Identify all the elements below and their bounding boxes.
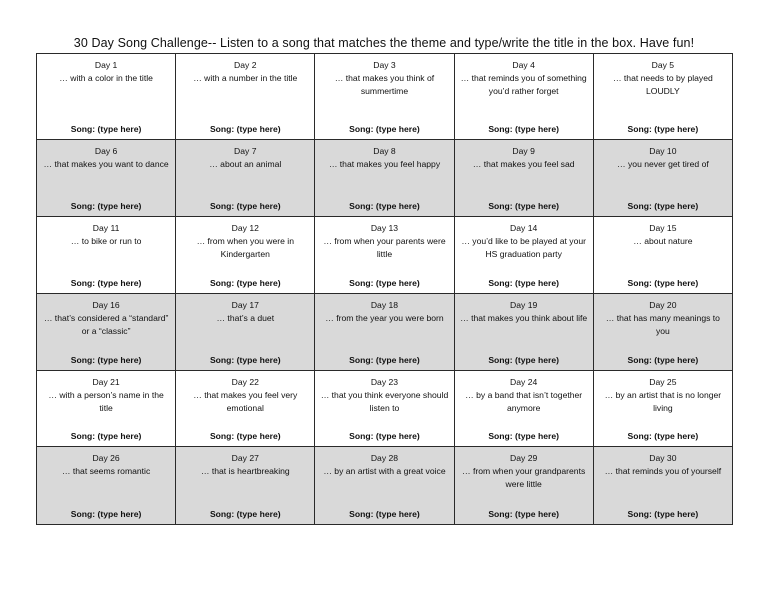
day-cell — [454, 139, 593, 216]
song-entry[interactable] — [315, 200, 453, 213]
song-entry[interactable] — [37, 200, 175, 213]
day-cell — [37, 447, 176, 525]
day-cell — [176, 54, 315, 140]
song-label: Song: — [627, 509, 652, 519]
song-entry[interactable] — [315, 508, 453, 521]
day-label: Day 8 — [373, 145, 396, 156]
song-entry[interactable] — [315, 277, 453, 290]
day-prompt: … from when you were in Kindergarten — [196, 236, 294, 260]
day-label: Day 24 — [510, 376, 538, 387]
song-input[interactable]: (type here) — [515, 123, 559, 134]
day-label: Day 30 — [649, 453, 677, 464]
day-cell — [176, 217, 315, 293]
day-prompt: … with a person’s name in the title — [48, 389, 164, 413]
song-entry[interactable] — [455, 354, 593, 367]
song-label: Song: — [627, 354, 652, 365]
song-entry[interactable] — [176, 277, 314, 290]
day-cell — [315, 217, 454, 293]
song-input[interactable]: (type here) — [97, 201, 142, 212]
song-label: Song: — [70, 201, 96, 212]
song-label: Song: — [488, 201, 513, 212]
day-label: Day 13 — [370, 223, 399, 234]
day-cell — [315, 293, 454, 370]
challenge-row — [37, 139, 733, 216]
song-input[interactable]: (type here) — [654, 431, 699, 442]
day-label: Day 5 — [651, 60, 675, 70]
song-entry[interactable] — [176, 430, 314, 443]
day-cell — [454, 217, 593, 293]
day-prompt: … with a color in the title — [59, 73, 153, 83]
song-input[interactable]: (type here) — [654, 277, 699, 288]
day-cell — [593, 447, 732, 525]
day-cell — [454, 370, 593, 446]
day-cell — [176, 370, 315, 446]
challenge-row — [37, 447, 733, 525]
day-prompt: … you never get tired of — [617, 158, 709, 169]
day-prompt: … that seems romantic — [61, 466, 151, 477]
day-prompt: … that makes you feel happy — [328, 158, 441, 169]
grid-body — [37, 54, 733, 525]
song-label: Song: — [70, 509, 96, 519]
page-title: 30 Day Song Challenge-- Listen to a song that matches the theme and type/write the title in the box. Have fun! — [73, 36, 695, 50]
day-prompt: … that makes you think about life — [460, 312, 588, 323]
song-input[interactable]: (type here) — [236, 509, 281, 519]
challenge-row — [37, 54, 733, 140]
day-label: Day 16 — [92, 299, 120, 310]
day-label: Day 18 — [370, 299, 399, 310]
day-prompt: … about nature — [633, 236, 693, 247]
song-input[interactable]: (type here) — [97, 277, 142, 288]
day-label: Day 23 — [370, 376, 399, 387]
day-prompt: … from the year you were born — [325, 312, 444, 323]
song-input[interactable]: (type here) — [515, 431, 559, 442]
song-label: Song: — [627, 277, 652, 288]
challenge-row — [37, 293, 733, 370]
day-cell — [593, 217, 732, 293]
song-label: Song: — [349, 201, 374, 212]
song-input[interactable]: (type here) — [97, 354, 142, 365]
song-label: Song: — [627, 201, 652, 212]
day-prompt: … by an artist with a great voice — [323, 466, 446, 477]
song-input[interactable]: (type here) — [654, 201, 699, 212]
song-label: Song: — [488, 123, 513, 134]
song-input[interactable]: (type here) — [236, 431, 281, 442]
song-label: Song: — [70, 431, 96, 442]
song-entry[interactable] — [455, 277, 593, 290]
song-input[interactable]: (type here) — [97, 431, 142, 442]
song-label: Song: — [349, 354, 374, 365]
day-prompt: … by an artist that is no longer living — [604, 389, 722, 413]
day-label: Day 10 — [649, 145, 677, 156]
day-cell — [593, 139, 732, 216]
song-input[interactable]: (type here) — [375, 354, 420, 365]
day-prompt: … that’s considered a “standard” or a “classic” — [43, 312, 169, 336]
song-entry[interactable] — [594, 430, 732, 443]
day-label: Day 3 — [373, 60, 396, 70]
day-label: Day 27 — [231, 453, 259, 464]
song-label: Song: — [70, 277, 96, 288]
song-label: Song: — [349, 123, 374, 134]
song-entry[interactable] — [176, 508, 314, 521]
day-label: Day 12 — [231, 223, 259, 234]
song-label: Song: — [209, 354, 235, 365]
song-entry[interactable] — [455, 508, 593, 521]
day-prompt: … to bike or run to — [70, 236, 142, 247]
song-label: Song: — [488, 509, 513, 519]
day-cell — [37, 139, 176, 216]
song-label: Song: — [209, 509, 235, 519]
song-label: Song: — [349, 509, 374, 519]
song-label: Song: — [209, 277, 235, 288]
day-prompt: … with a number in the title — [193, 73, 298, 83]
day-prompt: … that makes you think of summertime — [334, 73, 435, 96]
song-input[interactable]: (type here) — [375, 431, 420, 442]
song-label: Song: — [488, 431, 513, 442]
song-entry[interactable] — [315, 123, 453, 136]
day-label: Day 26 — [92, 453, 120, 464]
day-label: Day 11 — [92, 223, 120, 234]
song-entry[interactable] — [315, 354, 453, 367]
day-label: Day 25 — [649, 376, 677, 387]
day-prompt: … that reminds you of yourself — [604, 466, 722, 477]
song-input[interactable]: (type here) — [375, 201, 420, 212]
day-cell — [315, 139, 454, 216]
song-input[interactable]: (type here) — [515, 509, 559, 519]
song-entry[interactable] — [594, 508, 732, 521]
day-label: Day 1 — [94, 60, 118, 70]
day-prompt: … from when your grandparents were little — [462, 466, 586, 490]
day-label: Day 4 — [512, 60, 535, 70]
day-prompt: … that reminds you of something you’d rather forget — [460, 73, 587, 96]
day-cell — [176, 139, 315, 216]
song-input[interactable]: (type here) — [654, 354, 699, 365]
day-cell — [37, 217, 176, 293]
day-cell — [593, 54, 732, 140]
song-entry[interactable] — [37, 508, 175, 521]
day-label: Day 7 — [234, 145, 257, 156]
song-entry[interactable] — [594, 200, 732, 213]
day-label: Day 29 — [510, 453, 538, 464]
challenge-row — [37, 370, 733, 446]
day-cell — [593, 293, 732, 370]
day-prompt: … that you think everyone should listen to — [320, 389, 449, 413]
song-input[interactable]: (type here) — [375, 509, 420, 519]
day-cell — [37, 293, 176, 370]
day-prompt: … by a band that isn’t together anymore — [465, 389, 583, 413]
day-cell — [176, 447, 315, 525]
song-label: Song: — [349, 431, 374, 442]
day-label: Day 22 — [231, 376, 259, 387]
day-label: Day 28 — [370, 453, 399, 464]
day-prompt: … that makes you feel sad — [472, 158, 575, 169]
song-entry[interactable] — [37, 430, 175, 443]
day-cell — [176, 293, 315, 370]
song-entry[interactable] — [37, 123, 175, 136]
song-input[interactable]: (type here) — [515, 354, 559, 365]
song-input[interactable]: (type here) — [97, 123, 142, 134]
song-entry[interactable] — [455, 430, 593, 443]
song-input[interactable]: (type here) — [515, 277, 559, 288]
day-prompt: … you’d like to be played at your HS graduation party — [461, 236, 586, 260]
song-label: Song: — [488, 277, 513, 288]
song-input[interactable]: (type here) — [236, 123, 281, 134]
song-input[interactable]: (type here) — [97, 509, 142, 519]
song-entry[interactable] — [176, 200, 314, 213]
song-label: Song: — [209, 431, 235, 442]
song-entry[interactable] — [37, 277, 175, 290]
song-label: Song: — [627, 123, 652, 134]
song-label: Song: — [627, 431, 652, 442]
song-label: Song: — [70, 354, 96, 365]
song-entry[interactable] — [176, 123, 314, 136]
day-cell — [454, 447, 593, 525]
day-label: Day 21 — [92, 376, 120, 387]
day-label: Day 17 — [231, 299, 259, 310]
song-entry[interactable] — [37, 354, 175, 367]
song-entry[interactable] — [455, 200, 593, 213]
song-label: Song: — [70, 123, 96, 134]
song-input[interactable]: (type here) — [236, 354, 281, 365]
day-label: Day 19 — [510, 299, 538, 310]
song-input[interactable]: (type here) — [236, 201, 281, 212]
day-prompt: … that needs to by played LOUDLY — [612, 73, 713, 96]
day-label: Day 20 — [649, 299, 677, 310]
day-prompt: … that is heartbreaking — [200, 466, 290, 477]
day-prompt: … from when your parents were little — [323, 236, 446, 260]
song-entry[interactable] — [315, 430, 453, 443]
day-label: Day 14 — [510, 223, 538, 234]
day-cell — [315, 370, 454, 446]
day-cell — [315, 447, 454, 525]
day-label: Day 9 — [512, 145, 535, 156]
song-entry[interactable] — [594, 354, 732, 367]
day-cell — [454, 54, 593, 140]
song-entry[interactable] — [176, 354, 314, 367]
song-input[interactable]: (type here) — [654, 123, 699, 134]
day-label: Day 2 — [234, 60, 257, 70]
challenge-row — [37, 217, 733, 293]
song-label: Song: — [209, 201, 235, 212]
song-input[interactable]: (type here) — [236, 277, 281, 288]
day-cell — [454, 293, 593, 370]
day-prompt: … about an animal — [209, 158, 282, 169]
song-label: Song: — [488, 354, 513, 365]
song-entry[interactable] — [594, 123, 732, 136]
song-label: Song: — [209, 123, 235, 134]
day-prompt: … that makes you want to dance — [43, 158, 169, 169]
song-input[interactable]: (type here) — [654, 509, 699, 519]
day-cell — [315, 54, 454, 140]
song-input[interactable]: (type here) — [375, 123, 420, 134]
day-cell — [593, 370, 732, 446]
day-label: Day 15 — [649, 223, 677, 234]
song-input[interactable]: (type here) — [515, 201, 559, 212]
day-prompt: … that’s a duet — [216, 312, 275, 323]
day-label: Day 6 — [94, 145, 118, 156]
song-entry[interactable] — [594, 277, 732, 290]
day-prompt: … that makes you feel very emotional — [193, 389, 298, 413]
day-cell — [37, 54, 176, 140]
song-label: Song: — [349, 277, 374, 288]
day-prompt: … that has many meanings to you — [605, 312, 720, 336]
song-challenge-grid — [36, 53, 733, 525]
song-input[interactable]: (type here) — [375, 277, 420, 288]
day-cell — [37, 370, 176, 446]
song-entry[interactable] — [455, 123, 593, 136]
